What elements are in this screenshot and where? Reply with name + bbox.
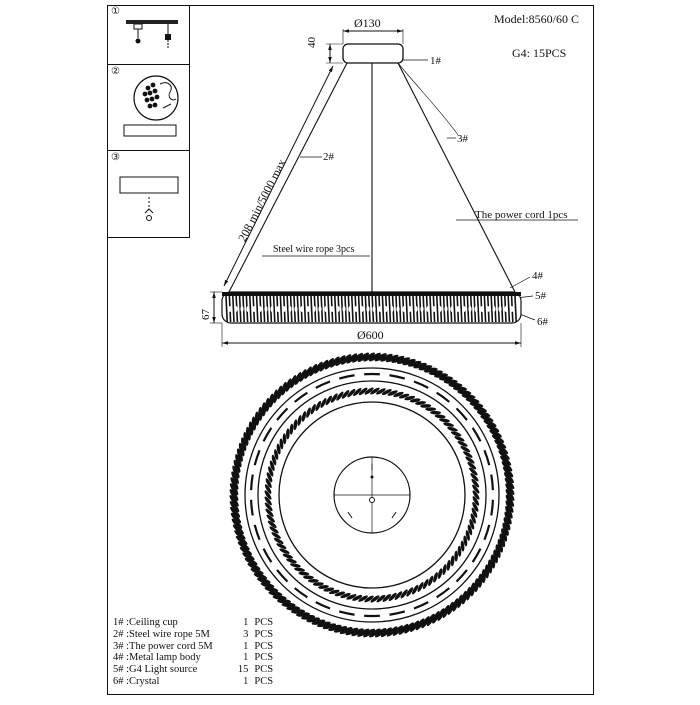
step1-ceiling-mount-illustration: [126, 20, 178, 48]
part-name: 6# :Crystal: [113, 675, 160, 687]
part-name: 3# :The power cord 5M: [113, 640, 213, 652]
part-qty: 15: [237, 664, 249, 676]
parts-row: [113, 629, 283, 641]
step3-install-illustration: [120, 177, 178, 221]
part-name: 2# :Steel wire rope 5M: [113, 628, 210, 640]
sheet-border: [108, 6, 594, 695]
parts-row: [113, 652, 283, 664]
part-qty: 1: [243, 640, 249, 652]
parts-list: [113, 617, 283, 688]
callout-1: 1#: [430, 55, 441, 67]
part-qty: 1: [243, 652, 249, 664]
step2-crystal-hang-illustration: [124, 76, 178, 136]
plan-view: [228, 351, 516, 639]
right-power-cord: [398, 63, 515, 292]
model-number: Model:8560/60 C: [494, 12, 580, 26]
bulb-count: G4: 15PCS: [512, 46, 567, 60]
steel-wire-label: Steel wire rope 3pcs: [273, 244, 355, 255]
part-name: 1# :Ceiling cup: [113, 617, 178, 628]
part-name: 4# :Metal lamp body: [113, 652, 201, 664]
parts-row: [113, 676, 283, 688]
part-qty: 1: [243, 675, 249, 687]
part-unit: PCS: [254, 675, 274, 687]
callout-3: 3#: [457, 133, 468, 145]
callout-2: 2#: [323, 151, 334, 163]
part-unit: PCS: [254, 652, 274, 664]
part-qty: 1: [243, 617, 249, 628]
cup-diameter-label: Ø130: [354, 16, 381, 30]
parts-row: [113, 641, 283, 653]
ring-diameter-label: Ø600: [357, 328, 384, 342]
part-unit: PCS: [254, 628, 274, 640]
part-unit: PCS: [254, 664, 274, 676]
ring-height-label: 67: [200, 309, 212, 320]
parts-row: [113, 617, 283, 629]
ceiling-cup-elevation: [343, 44, 403, 63]
step-1-number: ①: [111, 6, 120, 17]
left-steel-wire: [229, 63, 347, 292]
part-qty: 3: [243, 628, 249, 640]
callout-6: 6#: [537, 316, 548, 328]
installation-steps-panel: [108, 6, 190, 238]
part-unit: PCS: [254, 617, 274, 628]
cable-length-label: 208 min/5000 max: [235, 156, 289, 244]
cup-height-label: 40: [306, 37, 318, 48]
power-cord-label: The power cord 1pcs: [475, 209, 568, 221]
part-name: 5# :G4 Light source: [113, 664, 198, 676]
parts-row: [113, 664, 283, 676]
part-unit: PCS: [254, 640, 274, 652]
step-2-number: ②: [111, 66, 120, 77]
callout-4: 4#: [532, 270, 543, 282]
callout-5: 5#: [535, 290, 546, 302]
step-3-number: ③: [111, 152, 120, 163]
